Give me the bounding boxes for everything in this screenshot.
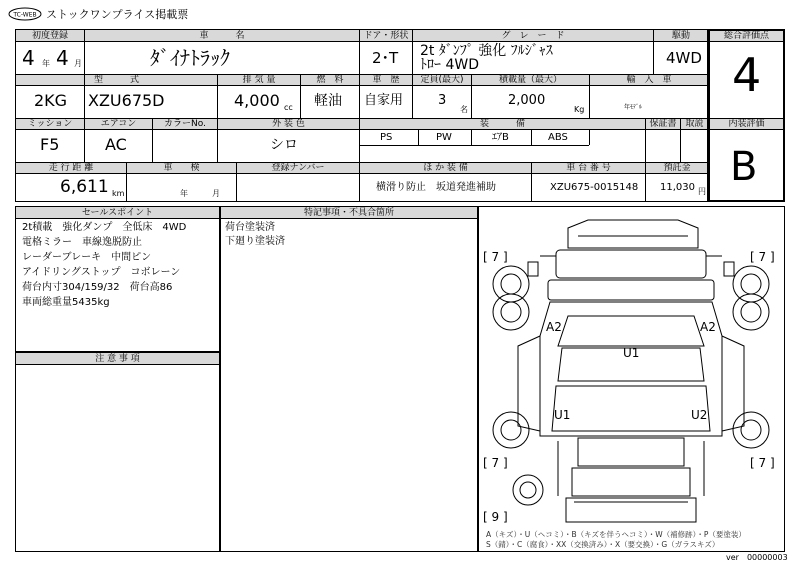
mileage-label: 走 行 距 離 bbox=[48, 163, 94, 173]
page-title: ストックワンプライス掲載票 bbox=[46, 8, 189, 21]
sales-line: 荷台内寸304/159/32 荷台高86 bbox=[22, 282, 173, 293]
mark-spare: [ 9 ] bbox=[483, 510, 508, 524]
overall-eval-value: 4 bbox=[732, 48, 762, 102]
interior-eval-label: 内装評価 bbox=[728, 119, 765, 129]
remarks-line: 下廻り塗装済 bbox=[225, 236, 285, 247]
grade-line2: ﾄﾛｰ 4WD bbox=[420, 57, 479, 73]
car-name: ﾀﾞｲﾅﾄﾗｯｸ bbox=[150, 46, 230, 70]
logo bbox=[8, 6, 42, 20]
model-value: XZU675D bbox=[88, 91, 165, 110]
main-grid bbox=[15, 29, 708, 202]
mark-rear-right: [ 7 ] bbox=[750, 456, 775, 470]
interior-eval-value: B bbox=[730, 144, 758, 190]
load-label: 積載量（最大） bbox=[498, 75, 562, 85]
fuel-value: 軽油 bbox=[314, 93, 342, 109]
mark-u1-left: U1 bbox=[554, 408, 571, 422]
mileage-unit: km bbox=[112, 189, 125, 198]
first-reg-month: 4 bbox=[56, 46, 69, 70]
damage-legend-line2: S（錆）・C（腐食）・XX（交換済み）・X（要交換）・G（ガラスキズ） bbox=[486, 540, 720, 549]
warranty-label: 保証書 bbox=[649, 119, 677, 129]
equipment-item: ABS bbox=[548, 132, 568, 143]
mark-u1-center: U1 bbox=[623, 346, 640, 360]
remarks-line: 荷台塗装済 bbox=[225, 222, 275, 233]
first-reg-label: 初度登録 bbox=[31, 31, 68, 41]
sales-line: 車両総重量5435kg bbox=[22, 297, 110, 308]
sales-line: アイドリングストップ コボレーン bbox=[22, 267, 181, 278]
displacement-unit: cc bbox=[284, 103, 293, 112]
version-label: ver 00000003 bbox=[726, 553, 788, 562]
damage-legend-line1: A（キズ）・U（ヘコミ）・B（キズを伴うヘコミ）・W（補修跡）・P（要塗装） bbox=[486, 530, 746, 539]
load-unit: Kg bbox=[574, 105, 585, 114]
sales-line: 2t積載 強化ダンプ 全低床 4WD bbox=[22, 222, 187, 233]
grade-label: グ レ ー ド bbox=[501, 31, 565, 41]
mark-rear-left: [ 7 ] bbox=[483, 456, 508, 470]
remarks-label: 特記事項・不具合箇所 bbox=[303, 208, 394, 218]
mission-value: F5 bbox=[40, 135, 60, 154]
first-reg-year: 4 bbox=[22, 46, 35, 70]
inspection-month-unit: 月 bbox=[212, 189, 220, 198]
truck-diagram bbox=[478, 206, 785, 552]
deposit-value: 11,030 bbox=[660, 182, 695, 193]
capacity-value: 3 bbox=[438, 93, 447, 108]
history-value: 自家用 bbox=[364, 93, 404, 108]
aircon-label: エアコン bbox=[100, 119, 137, 129]
equipment-item: PS bbox=[380, 132, 393, 143]
grade-line1: 2t ﾀﾞﾝﾌﾟ 強化 ﾌﾙｼﾞｬｽ bbox=[420, 43, 553, 59]
svg-text:TC-WEB: TC-WEB bbox=[13, 11, 37, 19]
displacement-value: 4,000 bbox=[234, 91, 280, 110]
load-value: 2,000 bbox=[508, 93, 546, 108]
notes-label: 注 意 事 項 bbox=[95, 354, 140, 364]
year-unit: 年 bbox=[42, 59, 50, 68]
color-no-label: カラーNo. bbox=[164, 119, 206, 129]
equipment-item: ｴｱB bbox=[492, 132, 509, 143]
capacity-label: 定員(最大) bbox=[420, 75, 464, 85]
notes-box bbox=[15, 352, 220, 552]
door-shape: 2･T bbox=[372, 49, 399, 67]
mark-u2-right: U2 bbox=[691, 408, 708, 422]
model-label: 型 式 bbox=[93, 75, 139, 85]
door-shape-label: ドア・形状 bbox=[363, 31, 409, 41]
mark-a2-right: A2 bbox=[700, 320, 716, 334]
sales-line: レーダーブレーキ 中間ピン bbox=[22, 252, 152, 263]
mission-label: ミッション bbox=[27, 119, 73, 129]
chassis-no-value: XZU675-0015148 bbox=[550, 182, 639, 193]
aircon-value: AC bbox=[105, 135, 127, 154]
equipment-item: PW bbox=[436, 132, 452, 143]
inspection-label: 車 検 bbox=[163, 163, 200, 173]
chassis-label: 車 台 番 号 bbox=[566, 163, 611, 173]
displacement-label: 排 気 量 bbox=[242, 75, 276, 85]
history-label: 車 歴 bbox=[372, 75, 400, 85]
import-label: 輸 入 車 bbox=[626, 75, 672, 85]
fuel-label: 燃 料 bbox=[316, 75, 344, 85]
exterior-label: 外 装 色 bbox=[272, 119, 305, 129]
drive-value: 4WD bbox=[666, 49, 702, 67]
mark-a2-left: A2 bbox=[546, 320, 562, 334]
equipment-label: 装 備 bbox=[479, 119, 525, 129]
car-name-label: 車 名 bbox=[199, 31, 245, 41]
model-prefix: 2KG bbox=[34, 91, 68, 110]
capacity-unit: 名 bbox=[460, 105, 468, 114]
other-equipment-label: ほ か 装 備 bbox=[423, 163, 468, 173]
mark-front-right: [ 7 ] bbox=[750, 250, 775, 264]
mark-front-left: [ 7 ] bbox=[483, 250, 508, 264]
manual-label: 取説 bbox=[685, 119, 704, 129]
import-sub: 年ﾓﾃﾞﾙ bbox=[624, 104, 643, 111]
deposit-label: 預託金 bbox=[663, 163, 691, 173]
inspection-year-unit: 年 bbox=[180, 189, 188, 198]
deposit-unit: 円 bbox=[698, 187, 706, 196]
month-unit: 月 bbox=[74, 59, 82, 68]
overall-eval-label: 総合評価点 bbox=[723, 31, 769, 41]
exterior-value: シロ bbox=[270, 137, 298, 153]
plate-label: 登録ナンバー bbox=[271, 163, 325, 173]
other-equipment-value: 横滑り防止 坂道発進補助 bbox=[376, 182, 496, 193]
sales-line: 電格ミラー 車線逸脱防止 bbox=[22, 237, 142, 248]
drive-label: 駆動 bbox=[671, 31, 690, 41]
mileage-value: 6,611 bbox=[60, 177, 109, 197]
remarks-box bbox=[220, 206, 478, 552]
sales-label: セールスポイント bbox=[81, 208, 154, 218]
